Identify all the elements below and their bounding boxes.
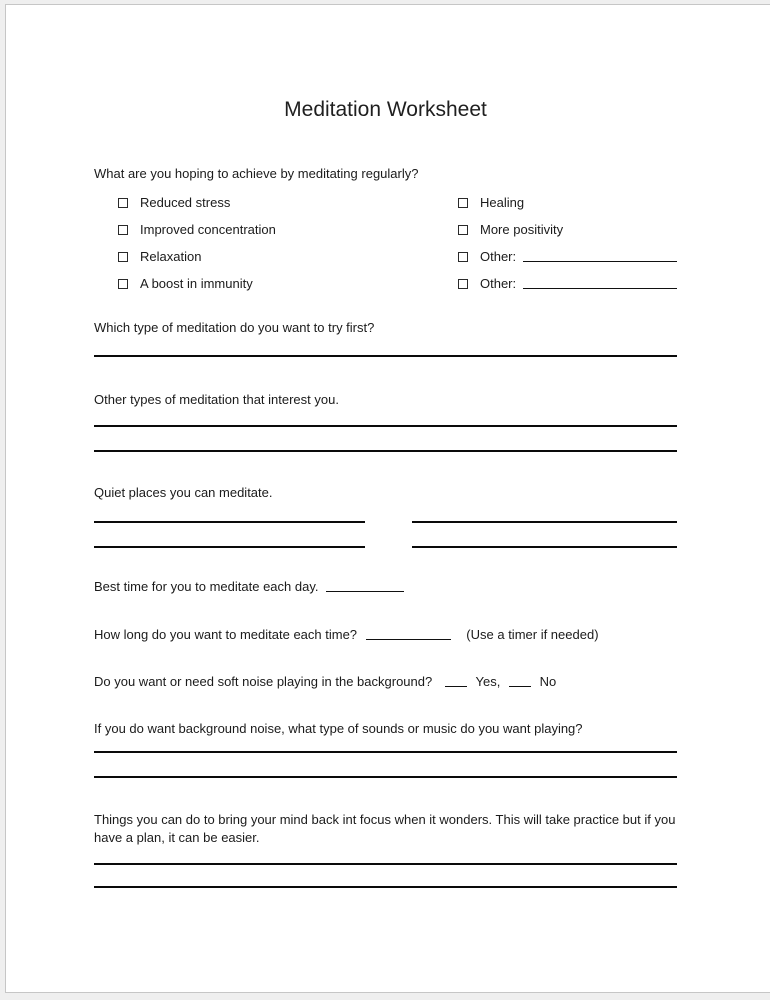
write-line[interactable]	[94, 776, 677, 778]
write-line[interactable]	[94, 546, 365, 548]
other-types-question: Other types of meditation that interest you.	[94, 392, 339, 407]
goal-option-relaxation	[94, 249, 434, 264]
write-line[interactable]	[523, 286, 677, 289]
checkbox-label: Relaxation	[140, 249, 202, 264]
noise-type-question: If you do want background noise, what type of sounds or music do you want playing?	[94, 721, 583, 736]
best-time-row	[94, 578, 677, 594]
checkbox-icon[interactable]	[458, 198, 468, 208]
goal-option-improved-concentration	[94, 222, 434, 237]
checkbox-icon[interactable]	[458, 252, 468, 262]
checkbox-icon[interactable]	[118, 198, 128, 208]
best-time-question: Best time for you to meditate each day.	[94, 579, 319, 594]
write-line[interactable]	[94, 886, 677, 888]
checkbox-icon[interactable]	[118, 279, 128, 289]
goals-question: What are you hoping to achieve by meditating regularly?	[94, 166, 419, 181]
noise-row	[94, 673, 677, 689]
write-line[interactable]	[94, 425, 677, 427]
checkbox-label: Reduced stress	[140, 195, 231, 210]
goal-option-other-1	[434, 249, 677, 264]
checkbox-label: Other:	[480, 276, 517, 291]
write-line[interactable]	[94, 863, 677, 865]
page-title: Meditation Worksheet	[284, 98, 487, 121]
noise-no-label: No	[539, 674, 557, 689]
noise-yes-label: Yes,	[475, 674, 501, 689]
first-type-question: Which type of meditation do you want to try first?	[94, 320, 375, 335]
quiet-places-lines-row-1	[94, 521, 677, 523]
goal-option-other-2	[434, 276, 677, 291]
goals-checkbox-grid	[94, 195, 677, 291]
write-line[interactable]	[412, 521, 677, 523]
worksheet-content	[94, 98, 677, 888]
write-line[interactable]	[445, 674, 467, 687]
checkbox-label: Improved concentration	[140, 222, 276, 237]
duration-hint: (Use a timer if needed)	[466, 627, 599, 642]
checkbox-icon[interactable]	[118, 252, 128, 262]
quiet-places-question: Quiet places you can meditate.	[94, 485, 273, 500]
goal-option-healing	[434, 195, 677, 210]
write-line[interactable]	[412, 546, 677, 548]
checkbox-label: Other:	[480, 249, 517, 264]
write-line[interactable]	[94, 521, 365, 523]
worksheet-page	[5, 4, 770, 993]
checkbox-icon[interactable]	[458, 225, 468, 235]
refocus-question: Things you can do to bring your mind back int focus when it wonders. This will take practice but if you have a plan, it can be easier.	[94, 812, 676, 845]
write-line[interactable]	[94, 450, 677, 452]
write-line[interactable]	[366, 627, 451, 640]
write-line[interactable]	[94, 355, 677, 357]
checkbox-label: More positivity	[480, 222, 564, 237]
goal-option-more-positivity	[434, 222, 677, 237]
write-line[interactable]	[326, 579, 404, 592]
duration-row	[94, 626, 677, 642]
goal-option-boost-immunity	[94, 276, 434, 291]
write-line[interactable]	[523, 259, 677, 262]
write-line[interactable]	[94, 751, 677, 753]
checkbox-icon[interactable]	[458, 279, 468, 289]
checkbox-icon[interactable]	[118, 225, 128, 235]
write-line[interactable]	[509, 674, 531, 687]
checkbox-label: Healing	[480, 195, 525, 210]
noise-question: Do you want or need soft noise playing in the background?	[94, 674, 433, 689]
quiet-places-lines-row-2	[94, 546, 677, 548]
duration-question: How long do you want to meditate each time?	[94, 627, 358, 642]
goal-option-reduced-stress	[94, 195, 434, 210]
checkbox-label: A boost in immunity	[140, 276, 253, 291]
